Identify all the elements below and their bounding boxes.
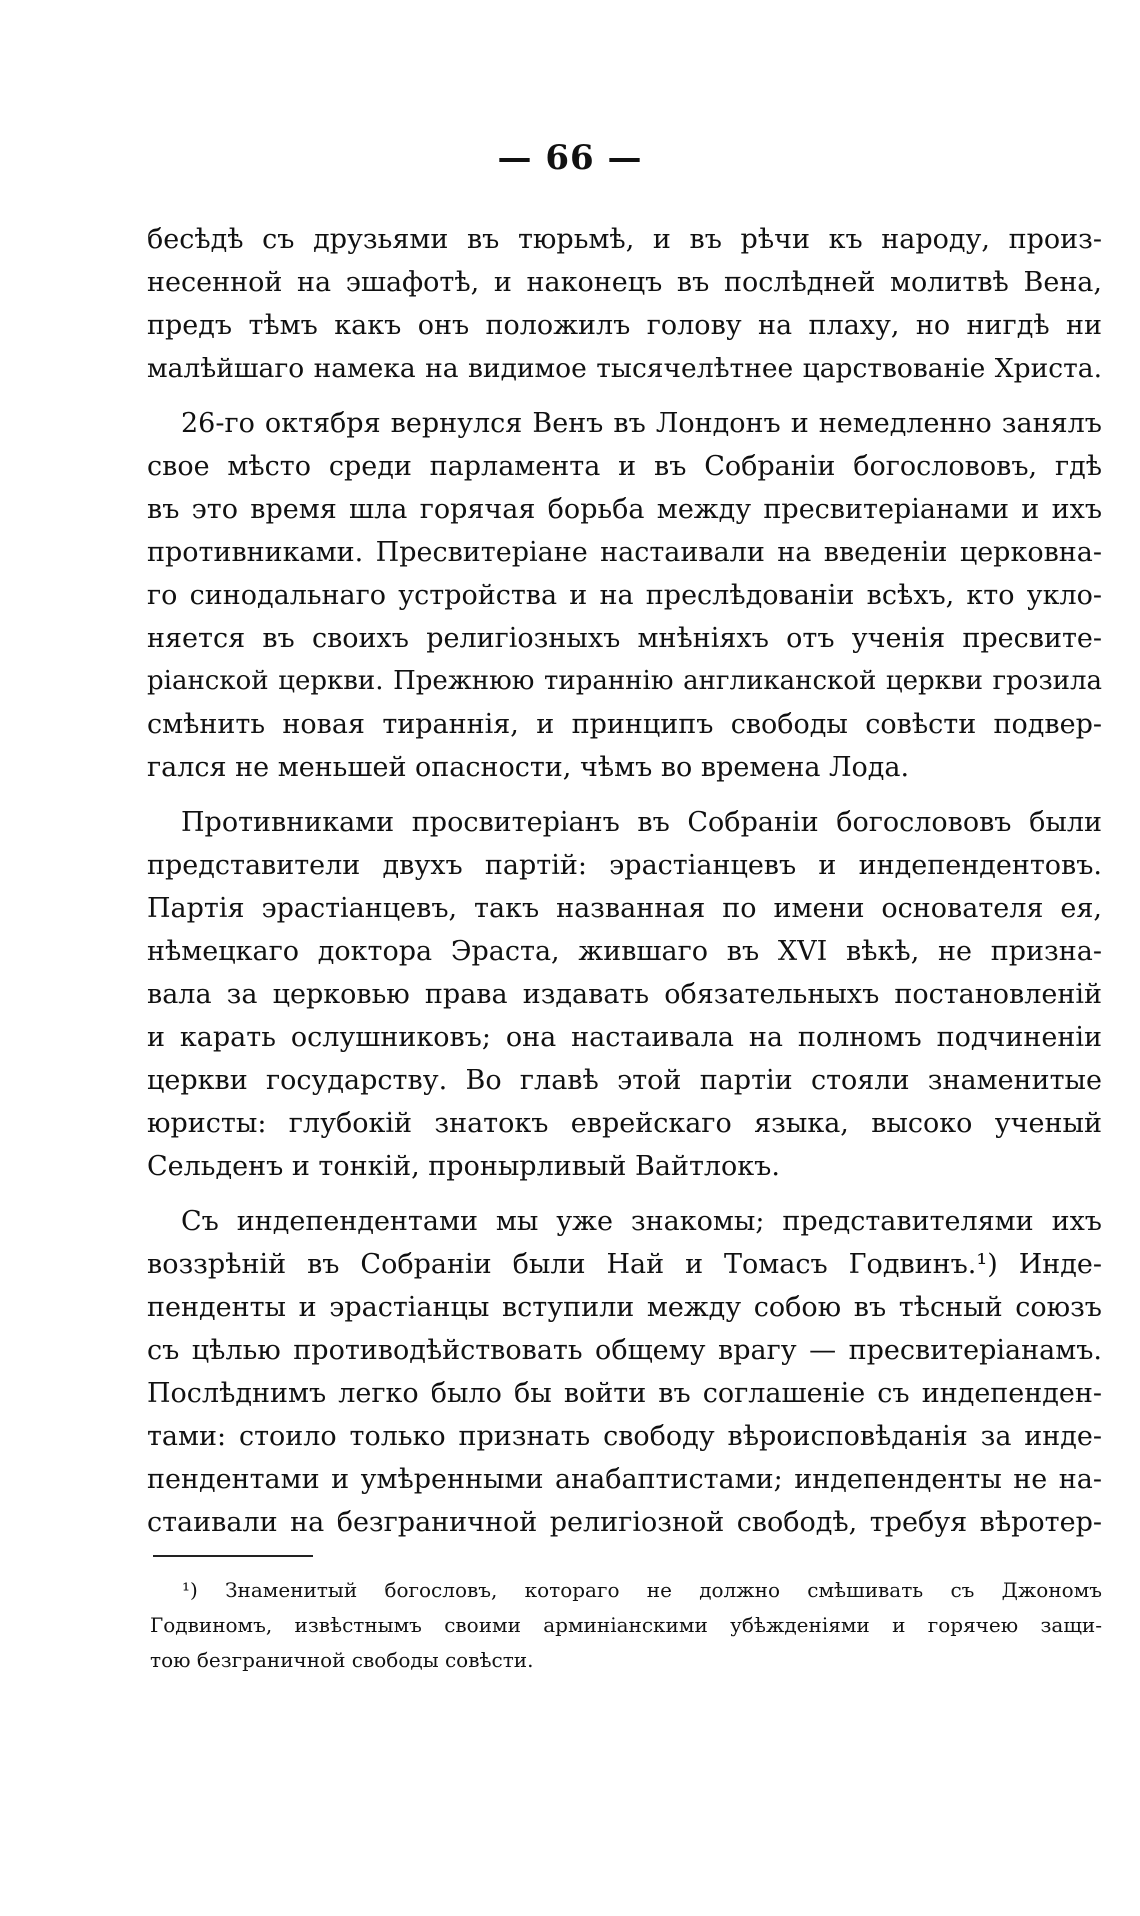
text-line: ріанской церкви. Прежнюю тираннію англиканской церкви грозила <box>147 666 1102 696</box>
text-line: смѣнить новая тираннія, и принципъ свободы совѣсти подвер- <box>147 709 1102 740</box>
text-line: несенной на эшафотѣ, и наконецъ въ послѣдней молитвѣ Вена, <box>147 267 1102 298</box>
text-line: представители двухъ партій: эрастіанцевъ и индепендентовъ. <box>147 850 1102 881</box>
body-text <box>147 218 1102 1556</box>
text-line: го синодальнаго устройства и на преслѣдованіи всѣхъ, кто укло- <box>147 580 1102 611</box>
text-line: Партія эрастіанцевъ, такъ названная по имени основателя ея, <box>147 893 1102 924</box>
text-line: 26-го октября вернулся Венъ въ Лондонъ и немедленно занялъ <box>181 408 1102 439</box>
text-line: и карать ослушниковъ; она настаивала на полномъ подчиненіи <box>147 1022 1102 1053</box>
text-line: Съ индепендентами мы уже знакомы; представителями ихъ <box>181 1206 1102 1237</box>
footnote-divider <box>153 1555 313 1557</box>
text-line: Сельденъ и тонкій, пронырливый Вайтлокъ. <box>147 1151 780 1182</box>
text-line: стаивали на безграничной религіозной свободѣ, требуя вѣротер- <box>147 1507 1102 1538</box>
text-line: свое мѣсто среди парламента и въ Собраніи богослововъ, гдѣ <box>147 451 1102 482</box>
page-number: — 66 — <box>497 138 643 178</box>
text-line: въ это время шла горячая борьба между пресвитеріанами и ихъ <box>147 494 1102 525</box>
text-line: гался не меньшей опасности, чѣмъ во времена Лода. <box>147 752 910 783</box>
text-line: Послѣднимъ легко было бы войти въ соглашеніе съ индепенден- <box>147 1378 1102 1409</box>
text-line: предъ тѣмъ какъ онъ положилъ голову на плаху, но нигдѣ ни <box>147 310 1102 341</box>
text-line: Противниками просвитеріанъ въ Собраніи богослововъ были <box>181 807 1102 838</box>
text-line: юристы: глубокій знатокъ еврейскаго языка, высоко ученый <box>147 1108 1102 1139</box>
footnote-line: Годвиномъ, извѣстнымъ своими арминіанскими убѣжденіями и горячею защи- <box>150 1613 1102 1637</box>
text-line: бесѣдѣ съ друзьями въ тюрьмѣ, и въ рѣчи къ народу, произ- <box>147 224 1102 255</box>
text-line: малѣйшаго намека на видимое тысячелѣтнее царствованіе Христа. <box>147 353 1102 384</box>
paragraph-2 <box>147 402 1102 789</box>
footnote <box>150 1573 1102 1678</box>
paragraph-1 <box>147 218 1102 390</box>
text-line: съ цѣлью противодѣйствовать общему врагу — пресвитеріанамъ. <box>147 1335 1102 1366</box>
text-line: тами: стоило только признать свободу вѣроисповѣданія за инде- <box>147 1421 1102 1452</box>
text-line: противниками. Пресвитеріане настаивали на введеніи церковна- <box>147 537 1102 568</box>
text-line: воззрѣній въ Собраніи были Най и Томасъ Годвинъ.¹) Инде- <box>147 1249 1102 1280</box>
paragraph-4 <box>147 1200 1102 1544</box>
text-line: няется въ своихъ религіозныхъ мнѣніяхъ отъ ученія пресвите- <box>147 623 1102 654</box>
text-line: пенденты и эрастіанцы вступили между собою въ тѣсный союзъ <box>147 1292 1102 1323</box>
text-line: церкви государству. Во главѣ этой партіи стояли знаменитые <box>147 1065 1102 1096</box>
paragraph-3 <box>147 801 1102 1188</box>
text-line: нѣмецкаго доктора Эраста, жившаго въ XVI вѣкѣ, не призна- <box>147 936 1102 967</box>
footnote-line: тою безграничной свободы совѣсти. <box>150 1648 534 1672</box>
footnote-line: ¹) Знаменитый богословъ, котораго не должно смѣшивать съ Джономъ <box>182 1578 1102 1602</box>
text-line: вала за церковью права издавать обязательныхъ постановленій <box>147 979 1102 1010</box>
text-line: пендентами и умѣренными анабаптистами; индепенденты не на- <box>147 1464 1102 1495</box>
